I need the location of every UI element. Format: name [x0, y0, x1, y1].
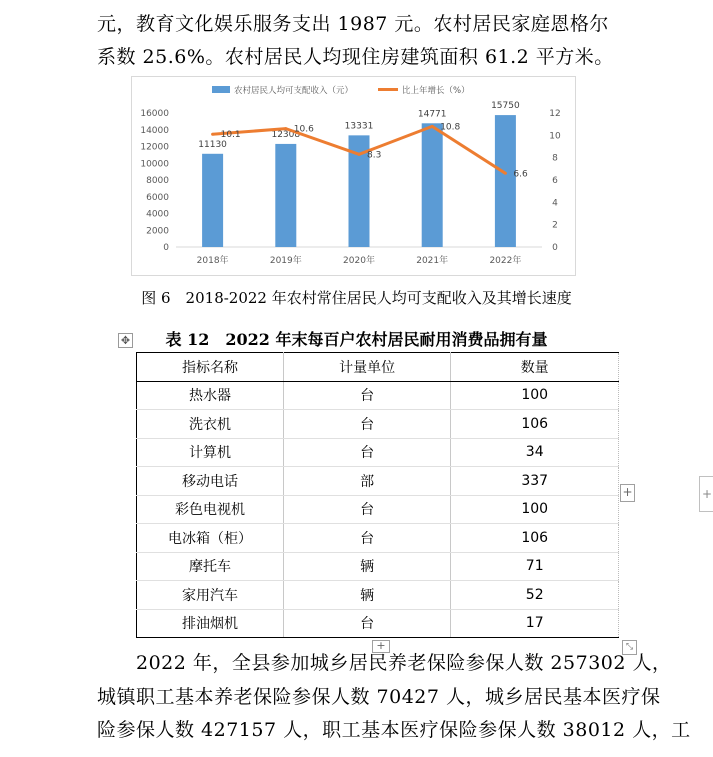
x-tick-label: 2018年: [196, 256, 229, 266]
legend-bar-swatch: [212, 86, 230, 93]
cell-indicator: 排油烟机: [137, 609, 284, 638]
table-row: [137, 609, 619, 638]
cell-unit: 台: [283, 438, 450, 467]
table-title: 表 12 2022 年末每百户农村居民耐用消费品拥有量: [165, 330, 548, 349]
cell-indicator: 洗衣机: [137, 410, 284, 439]
growth-point: [211, 133, 214, 136]
table-row: [137, 495, 619, 524]
table-move-handle-icon[interactable]: ✥: [118, 333, 133, 348]
line-data-label: 10.8: [440, 122, 461, 133]
table-row: [137, 552, 619, 581]
side-expand-button[interactable]: +: [699, 476, 713, 512]
add-row-button[interactable]: +: [372, 640, 390, 653]
x-tick-label: 2020年: [343, 256, 375, 266]
legend-bar-label: 农村居民人均可支配收入（元）: [234, 86, 354, 96]
y-right-tick-label: 2: [552, 220, 558, 231]
cell-quantity: 17: [451, 609, 619, 638]
cell-unit: 辆: [283, 552, 450, 581]
bar-income: [422, 123, 443, 247]
table-row: [137, 438, 619, 467]
cell-quantity: 71: [451, 552, 619, 581]
cell-indicator: 电冰箱（柜）: [137, 524, 284, 553]
line-data-label: 8.3: [367, 150, 382, 161]
bar-income: [202, 154, 223, 247]
y-left-tick-label: 0: [163, 243, 169, 253]
bar-data-label: 15750: [491, 101, 520, 112]
paragraph-line: 险参保人数 427157 人，职工基本医疗保险参保人数 38012 人，工: [97, 719, 691, 741]
column-header: 指标名称: [137, 353, 284, 382]
bar-data-label: 13331: [344, 121, 374, 132]
line-data-label: 6.6: [513, 169, 528, 180]
cell-quantity: 34: [451, 438, 619, 467]
bar-data-label: 11130: [198, 139, 227, 150]
cell-indicator: 家用汽车: [137, 581, 284, 610]
growth-point: [358, 153, 361, 156]
cell-indicator: 移动电话: [137, 467, 284, 496]
y-left-tick-label: 14000: [140, 125, 169, 136]
table-row: [137, 581, 619, 610]
column-header: 数量: [451, 353, 619, 382]
table-row: [137, 381, 619, 410]
cell-unit: 台: [283, 410, 450, 439]
add-column-button[interactable]: +: [620, 484, 635, 502]
cell-unit: 台: [283, 495, 450, 524]
cell-quantity: 100: [451, 495, 619, 524]
table-row: [137, 467, 619, 496]
growth-point: [284, 127, 287, 130]
y-right-tick-label: 10: [549, 131, 561, 142]
bar-income: [495, 115, 516, 247]
y-left-tick-label: 12000: [140, 142, 169, 153]
x-tick-label: 2019年: [269, 256, 302, 266]
cell-quantity: 106: [451, 524, 619, 553]
consumer-goods-table: [136, 352, 619, 638]
legend-line-label: 比上年增长（%）: [402, 86, 470, 96]
bar-data-label: 12308: [271, 129, 301, 140]
y-right-tick-label: 6: [552, 176, 558, 186]
table-header-row: [137, 353, 619, 382]
y-left-tick-label: 8000: [146, 176, 169, 186]
cell-unit: 台: [283, 381, 450, 410]
growth-point: [431, 125, 434, 128]
cell-quantity: 106: [451, 410, 619, 439]
y-left-tick-label: 10000: [140, 159, 169, 170]
figure-caption: 图 6 2018-2022 年农村常住居民人均可支配收入及其增长速度: [141, 289, 572, 307]
table-resize-handle-icon[interactable]: ⤡: [622, 640, 637, 655]
cell-unit: 台: [283, 524, 450, 553]
paragraph-line: 城镇职工基本养老保险参保人数 70427 人，城乡居民基本医疗保: [97, 686, 661, 708]
cell-indicator: 热水器: [137, 381, 284, 410]
cell-quantity: 337: [451, 467, 619, 496]
column-header: 计量单位: [283, 353, 450, 382]
table-row: [137, 524, 619, 553]
cell-quantity: 100: [451, 381, 619, 410]
bar-income: [275, 144, 296, 247]
cell-unit: 台: [283, 609, 450, 638]
bar-data-label: 14771: [417, 109, 447, 120]
y-left-tick-label: 16000: [140, 109, 169, 119]
line-data-label: 10.1: [220, 130, 241, 141]
y-left-tick-label: 2000: [146, 226, 169, 237]
paragraph-line: 系数 25.6%。农村居民人均现住房建筑面积 61.2 平方米。: [97, 46, 614, 68]
cell-indicator: 彩色电视机: [137, 495, 284, 524]
cell-unit: 部: [283, 467, 450, 496]
table-row: [137, 410, 619, 439]
x-tick-label: 2021年: [416, 256, 449, 266]
cell-indicator: 摩托车: [137, 552, 284, 581]
cell-unit: 辆: [283, 581, 450, 610]
y-right-tick-label: 0: [552, 243, 558, 253]
cell-quantity: 52: [451, 581, 619, 610]
paragraph-line: 元，教育文化娱乐服务支出 1987 元。农村居民家庭恩格尔: [97, 13, 609, 35]
y-right-tick-label: 12: [549, 109, 561, 119]
y-left-tick-label: 6000: [146, 192, 169, 203]
chart-canvas: [132, 77, 575, 275]
cell-indicator: 计算机: [137, 438, 284, 467]
income-chart[interactable]: [131, 76, 576, 276]
y-right-tick-label: 4: [552, 198, 558, 209]
line-data-label: 10.6: [293, 124, 314, 135]
y-left-tick-label: 4000: [146, 209, 169, 220]
x-tick-label: 2022年: [489, 256, 522, 266]
y-right-tick-label: 8: [552, 153, 558, 164]
paragraph-line: 2022 年，全县参加城乡居民养老保险参保人数 257302 人，: [136, 652, 672, 674]
growth-point: [504, 172, 507, 175]
